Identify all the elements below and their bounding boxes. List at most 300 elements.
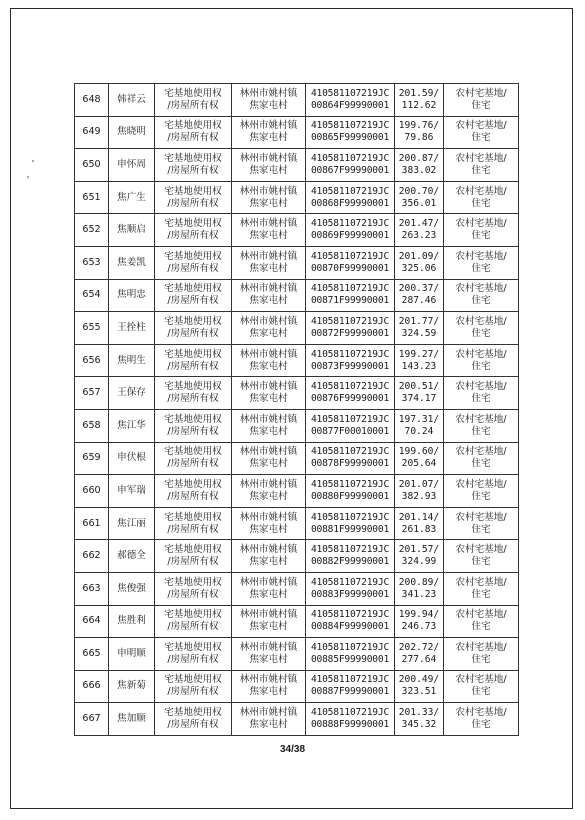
area-cell	[395, 246, 444, 279]
table-row	[75, 605, 519, 638]
location-line: 林州市姚村镇	[239, 120, 298, 132]
right-type-line: /房屋所有权	[167, 686, 219, 698]
table-row	[75, 214, 519, 247]
location-line: 焦家屯村	[249, 360, 288, 372]
land-use-line: 住宅	[471, 393, 491, 405]
right-type-line: 宅基地使用权	[164, 641, 222, 653]
table-row	[75, 149, 519, 182]
parcel-code-line: 00871F99990001	[310, 295, 390, 307]
owner-name-cell: 郝德全	[109, 540, 155, 573]
location-line: 林州市姚村镇	[239, 413, 298, 425]
location-line: 焦家屯村	[249, 458, 288, 470]
table-row	[75, 703, 519, 736]
area-line: 341.23	[401, 588, 437, 600]
land-use-cell	[444, 246, 519, 279]
parcel-code-cell	[306, 475, 395, 508]
table-row	[75, 507, 519, 540]
owner-name-cell: 申明顺	[109, 638, 155, 671]
land-use-line: 农村宅基地/	[455, 478, 507, 490]
right-type-line: /房屋所有权	[167, 490, 219, 502]
land-use-line: 住宅	[471, 653, 491, 665]
location-cell	[232, 703, 306, 736]
right-type-line: 宅基地使用权	[164, 87, 222, 99]
location-line: 焦家屯村	[249, 197, 288, 209]
right-type-line: 宅基地使用权	[164, 250, 222, 262]
table-row	[75, 181, 519, 214]
location-cell	[232, 572, 306, 605]
area-line: 112.62	[401, 99, 437, 111]
right-type-line: /房屋所有权	[167, 719, 219, 731]
right-type-cell	[155, 670, 232, 703]
right-type-line: /房屋所有权	[167, 425, 219, 437]
page-number: 34/38	[279, 744, 306, 755]
land-use-cell	[444, 84, 519, 117]
area-cell	[395, 442, 444, 475]
record-number-cell: 652	[75, 214, 109, 247]
location-line: 焦家屯村	[249, 327, 288, 339]
location-line: 焦家屯村	[249, 686, 288, 698]
right-type-line: /房屋所有权	[167, 132, 219, 144]
right-type-line: 宅基地使用权	[164, 218, 222, 230]
parcel-code-cell	[306, 84, 395, 117]
right-type-line: 宅基地使用权	[164, 576, 222, 588]
land-use-line: 住宅	[471, 132, 491, 144]
right-type-line: 宅基地使用权	[164, 413, 222, 425]
land-use-line: 住宅	[471, 230, 491, 242]
owner-name-cell: 申怀周	[109, 149, 155, 182]
right-type-cell	[155, 149, 232, 182]
parcel-code-cell	[306, 442, 395, 475]
location-line: 林州市姚村镇	[239, 511, 298, 523]
land-use-line: 农村宅基地/	[455, 381, 507, 393]
parcel-code-cell	[306, 572, 395, 605]
location-line: 林州市姚村镇	[239, 478, 298, 490]
parcel-code-line: 00873F99990001	[310, 360, 390, 372]
parcel-code-line: 00884F99990001	[310, 621, 390, 633]
record-number-cell: 667	[75, 703, 109, 736]
parcel-code-line: 410581107219JC	[310, 446, 390, 458]
parcel-code-cell	[306, 507, 395, 540]
land-use-line: 农村宅基地/	[455, 641, 507, 653]
location-line: 林州市姚村镇	[239, 707, 298, 719]
right-type-line: 宅基地使用权	[164, 348, 222, 360]
parcel-code-cell	[306, 149, 395, 182]
location-line: 焦家屯村	[249, 132, 288, 144]
area-line: 382.93	[401, 490, 437, 502]
right-type-cell	[155, 475, 232, 508]
right-type-line: 宅基地使用权	[164, 381, 222, 393]
right-type-line: /房屋所有权	[167, 556, 219, 568]
record-number-cell: 665	[75, 638, 109, 671]
right-type-line: 宅基地使用权	[164, 511, 222, 523]
area-cell	[395, 638, 444, 671]
area-line: 70.24	[404, 425, 434, 437]
parcel-code-line: 410581107219JC	[310, 641, 390, 653]
location-cell	[232, 149, 306, 182]
parcel-code-cell	[306, 703, 395, 736]
right-type-line: 宅基地使用权	[164, 478, 222, 490]
parcel-code-line: 410581107219JC	[310, 576, 390, 588]
table-row	[75, 540, 519, 573]
land-use-line: 农村宅基地/	[455, 609, 507, 621]
location-line: 焦家屯村	[249, 230, 288, 242]
location-cell	[232, 670, 306, 703]
right-type-line: /房屋所有权	[167, 360, 219, 372]
area-cell	[395, 540, 444, 573]
area-line: 200.89/	[398, 576, 440, 588]
land-use-line: 农村宅基地/	[455, 348, 507, 360]
parcel-code-cell	[306, 638, 395, 671]
location-line: 林州市姚村镇	[239, 185, 298, 197]
land-use-cell	[444, 572, 519, 605]
record-number-cell: 651	[75, 181, 109, 214]
parcel-code-line: 00882F99990001	[310, 556, 390, 568]
location-line: 林州市姚村镇	[239, 315, 298, 327]
parcel-code-cell	[306, 181, 395, 214]
location-line: 焦家屯村	[249, 164, 288, 176]
location-line: 焦家屯村	[249, 621, 288, 633]
area-cell	[395, 84, 444, 117]
area-cell	[395, 149, 444, 182]
area-line: 277.64	[401, 653, 437, 665]
land-use-line: 住宅	[471, 197, 491, 209]
owner-name-cell: 焦明生	[109, 344, 155, 377]
land-use-line: 住宅	[471, 425, 491, 437]
area-cell	[395, 475, 444, 508]
land-use-line: 农村宅基地/	[455, 544, 507, 556]
right-type-cell	[155, 344, 232, 377]
right-type-cell	[155, 312, 232, 345]
location-cell	[232, 279, 306, 312]
right-type-cell	[155, 703, 232, 736]
right-type-cell	[155, 246, 232, 279]
land-use-line: 住宅	[471, 686, 491, 698]
location-line: 林州市姚村镇	[239, 348, 298, 360]
land-use-line: 农村宅基地/	[455, 87, 507, 99]
parcel-code-cell	[306, 670, 395, 703]
parcel-code-line: 00888F99990001	[310, 719, 390, 731]
land-use-line: 住宅	[471, 621, 491, 633]
right-type-line: /房屋所有权	[167, 458, 219, 470]
parcel-code-line: 410581107219JC	[310, 413, 390, 425]
parcel-code-line: 00865F99990001	[310, 132, 390, 144]
area-line: 324.59	[401, 327, 437, 339]
land-use-line: 住宅	[471, 164, 491, 176]
land-use-cell	[444, 279, 519, 312]
parcel-code-cell	[306, 246, 395, 279]
land-use-line: 农村宅基地/	[455, 576, 507, 588]
record-number-cell: 663	[75, 572, 109, 605]
parcel-code-line: 410581107219JC	[310, 250, 390, 262]
land-use-cell	[444, 638, 519, 671]
owner-name-cell: 焦明忠	[109, 279, 155, 312]
area-line: 200.37/	[398, 283, 440, 295]
record-number-cell: 664	[75, 605, 109, 638]
land-use-cell	[444, 344, 519, 377]
land-use-line: 农村宅基地/	[455, 185, 507, 197]
land-use-line: 农村宅基地/	[455, 511, 507, 523]
land-use-cell	[444, 540, 519, 573]
area-cell	[395, 605, 444, 638]
right-type-line: /房屋所有权	[167, 523, 219, 535]
location-cell	[232, 442, 306, 475]
parcel-code-line: 00880F99990001	[310, 490, 390, 502]
record-number-cell: 654	[75, 279, 109, 312]
area-line: 199.60/	[398, 446, 440, 458]
area-line: 287.46	[401, 295, 437, 307]
owner-name-cell: 焦晓明	[109, 116, 155, 149]
area-line: 197.31/	[398, 413, 440, 425]
parcel-code-line: 410581107219JC	[310, 283, 390, 295]
right-type-line: 宅基地使用权	[164, 315, 222, 327]
location-cell	[232, 246, 306, 279]
land-use-line: 住宅	[471, 99, 491, 111]
parcel-code-line: 00868F99990001	[310, 197, 390, 209]
parcel-code-cell	[306, 540, 395, 573]
area-line: 201.14/	[398, 511, 440, 523]
area-cell	[395, 572, 444, 605]
area-cell	[395, 377, 444, 410]
right-type-line: 宅基地使用权	[164, 283, 222, 295]
land-use-line: 住宅	[471, 295, 491, 307]
location-cell	[232, 181, 306, 214]
land-use-line: 住宅	[471, 719, 491, 731]
location-cell	[232, 377, 306, 410]
land-use-cell	[444, 312, 519, 345]
right-type-line: 宅基地使用权	[164, 707, 222, 719]
area-line: 199.27/	[398, 348, 440, 360]
land-use-cell	[444, 442, 519, 475]
parcel-code-line: 00883F99990001	[310, 588, 390, 600]
right-type-line: 宅基地使用权	[164, 674, 222, 686]
location-cell	[232, 605, 306, 638]
record-number-cell: 660	[75, 475, 109, 508]
owner-name-cell: 焦姜凯	[109, 246, 155, 279]
parcel-code-line: 00867F99990001	[310, 164, 390, 176]
location-line: 焦家屯村	[249, 393, 288, 405]
area-line: 201.07/	[398, 478, 440, 490]
table-row	[75, 116, 519, 149]
location-line: 焦家屯村	[249, 295, 288, 307]
land-use-cell	[444, 670, 519, 703]
location-cell	[232, 409, 306, 442]
land-use-line: 农村宅基地/	[455, 315, 507, 327]
record-number-cell: 650	[75, 149, 109, 182]
location-line: 焦家屯村	[249, 653, 288, 665]
right-type-line: 宅基地使用权	[164, 120, 222, 132]
table-row	[75, 409, 519, 442]
parcel-code-cell	[306, 279, 395, 312]
right-type-cell	[155, 181, 232, 214]
right-type-line: /房屋所有权	[167, 295, 219, 307]
parcel-code-line: 410581107219JC	[310, 707, 390, 719]
area-line: 199.76/	[398, 120, 440, 132]
area-line: 383.02	[401, 164, 437, 176]
right-type-line: 宅基地使用权	[164, 152, 222, 164]
right-type-cell	[155, 214, 232, 247]
location-line: 林州市姚村镇	[239, 609, 298, 621]
area-cell	[395, 507, 444, 540]
location-cell	[232, 475, 306, 508]
location-cell	[232, 116, 306, 149]
table-row	[75, 344, 519, 377]
location-line: 林州市姚村镇	[239, 674, 298, 686]
record-number-cell: 661	[75, 507, 109, 540]
area-line: 200.70/	[398, 185, 440, 197]
area-line: 201.77/	[398, 315, 440, 327]
owner-name-cell: 焦江华	[109, 409, 155, 442]
land-use-line: 住宅	[471, 523, 491, 535]
record-number-cell: 653	[75, 246, 109, 279]
table-row	[75, 442, 519, 475]
location-line: 焦家屯村	[249, 556, 288, 568]
parcel-code-line: 410581107219JC	[310, 478, 390, 490]
location-line: 林州市姚村镇	[239, 576, 298, 588]
parcel-code-line: 00885F99990001	[310, 653, 390, 665]
owner-name-cell: 焦胜利	[109, 605, 155, 638]
right-type-line: /房屋所有权	[167, 197, 219, 209]
land-use-line: 农村宅基地/	[455, 283, 507, 295]
location-line: 焦家屯村	[249, 425, 288, 437]
area-line: 143.23	[401, 360, 437, 372]
owner-name-cell: 焦广生	[109, 181, 155, 214]
right-type-line: /房屋所有权	[167, 588, 219, 600]
right-type-line: /房屋所有权	[167, 262, 219, 274]
location-line: 林州市姚村镇	[239, 152, 298, 164]
right-type-line: 宅基地使用权	[164, 609, 222, 621]
location-line: 林州市姚村镇	[239, 641, 298, 653]
right-type-line: /房屋所有权	[167, 653, 219, 665]
land-use-cell	[444, 116, 519, 149]
right-type-line: /房屋所有权	[167, 164, 219, 176]
property-register-table	[74, 83, 519, 736]
area-cell	[395, 181, 444, 214]
location-line: 林州市姚村镇	[239, 446, 298, 458]
location-line: 焦家屯村	[249, 719, 288, 731]
area-cell	[395, 703, 444, 736]
area-line: 199.94/	[398, 609, 440, 621]
area-cell	[395, 116, 444, 149]
land-use-line: 住宅	[471, 262, 491, 274]
area-line: 201.57/	[398, 544, 440, 556]
record-number-cell: 662	[75, 540, 109, 573]
location-cell	[232, 507, 306, 540]
parcel-code-cell	[306, 605, 395, 638]
table-row	[75, 572, 519, 605]
land-use-cell	[444, 605, 519, 638]
right-type-cell	[155, 572, 232, 605]
land-use-cell	[444, 377, 519, 410]
location-line: 焦家屯村	[249, 490, 288, 502]
table-row	[75, 638, 519, 671]
area-line: 200.51/	[398, 381, 440, 393]
right-type-cell	[155, 540, 232, 573]
area-line: 200.49/	[398, 674, 440, 686]
location-line: 林州市姚村镇	[239, 218, 298, 230]
location-line: 林州市姚村镇	[239, 381, 298, 393]
owner-name-cell: 焦江丽	[109, 507, 155, 540]
right-type-line: /房屋所有权	[167, 99, 219, 111]
area-line: 202.72/	[398, 641, 440, 653]
land-use-line: 住宅	[471, 556, 491, 568]
record-number-cell: 649	[75, 116, 109, 149]
land-use-cell	[444, 703, 519, 736]
land-use-cell	[444, 507, 519, 540]
land-use-line: 住宅	[471, 588, 491, 600]
land-use-line: 住宅	[471, 458, 491, 470]
area-cell	[395, 670, 444, 703]
area-line: 205.64	[401, 458, 437, 470]
owner-name-cell: 焦加顺	[109, 703, 155, 736]
right-type-cell	[155, 409, 232, 442]
location-cell	[232, 214, 306, 247]
location-cell	[232, 540, 306, 573]
land-use-line: 农村宅基地/	[455, 413, 507, 425]
land-use-line: 农村宅基地/	[455, 152, 507, 164]
area-line: 263.23	[401, 230, 437, 242]
right-type-cell	[155, 116, 232, 149]
table-row	[75, 246, 519, 279]
location-line: 焦家屯村	[249, 99, 288, 111]
area-line: 201.59/	[398, 87, 440, 99]
right-type-cell	[155, 279, 232, 312]
location-line: 焦家屯村	[249, 588, 288, 600]
land-use-line: 农村宅基地/	[455, 707, 507, 719]
parcel-code-line: 410581107219JC	[310, 544, 390, 556]
parcel-code-line: 410581107219JC	[310, 185, 390, 197]
land-use-line: 农村宅基地/	[455, 674, 507, 686]
record-number-cell: 666	[75, 670, 109, 703]
parcel-code-line: 410581107219JC	[310, 218, 390, 230]
parcel-code-line: 410581107219JC	[310, 609, 390, 621]
parcel-code-line: 00864F99990001	[310, 99, 390, 111]
owner-name-cell: 焦俊强	[109, 572, 155, 605]
parcel-code-line: 410581107219JC	[310, 120, 390, 132]
parcel-code-line: 410581107219JC	[310, 348, 390, 360]
record-number-cell: 648	[75, 84, 109, 117]
location-cell	[232, 638, 306, 671]
location-cell	[232, 312, 306, 345]
location-line: 林州市姚村镇	[239, 250, 298, 262]
area-line: 345.32	[401, 719, 437, 731]
area-line: 201.33/	[398, 707, 440, 719]
table-row	[75, 84, 519, 117]
parcel-code-cell	[306, 377, 395, 410]
land-use-cell	[444, 475, 519, 508]
parcel-code-cell	[306, 344, 395, 377]
right-type-line: 宅基地使用权	[164, 185, 222, 197]
location-line: 焦家屯村	[249, 523, 288, 535]
parcel-code-line: 410581107219JC	[310, 315, 390, 327]
right-type-cell	[155, 605, 232, 638]
scan-speck	[27, 176, 29, 178]
right-type-line: /房屋所有权	[167, 393, 219, 405]
parcel-code-line: 410581107219JC	[310, 511, 390, 523]
parcel-code-line: 00870F99990001	[310, 262, 390, 274]
right-type-line: 宅基地使用权	[164, 446, 222, 458]
land-use-cell	[444, 149, 519, 182]
area-line: 246.73	[401, 621, 437, 633]
land-use-line: 住宅	[471, 360, 491, 372]
parcel-code-cell	[306, 409, 395, 442]
area-line: 79.86	[404, 132, 434, 144]
land-use-cell	[444, 181, 519, 214]
area-line: 201.47/	[398, 218, 440, 230]
area-line: 201.09/	[398, 250, 440, 262]
area-cell	[395, 344, 444, 377]
parcel-code-line: 00887F99990001	[310, 686, 390, 698]
right-type-line: 宅基地使用权	[164, 544, 222, 556]
